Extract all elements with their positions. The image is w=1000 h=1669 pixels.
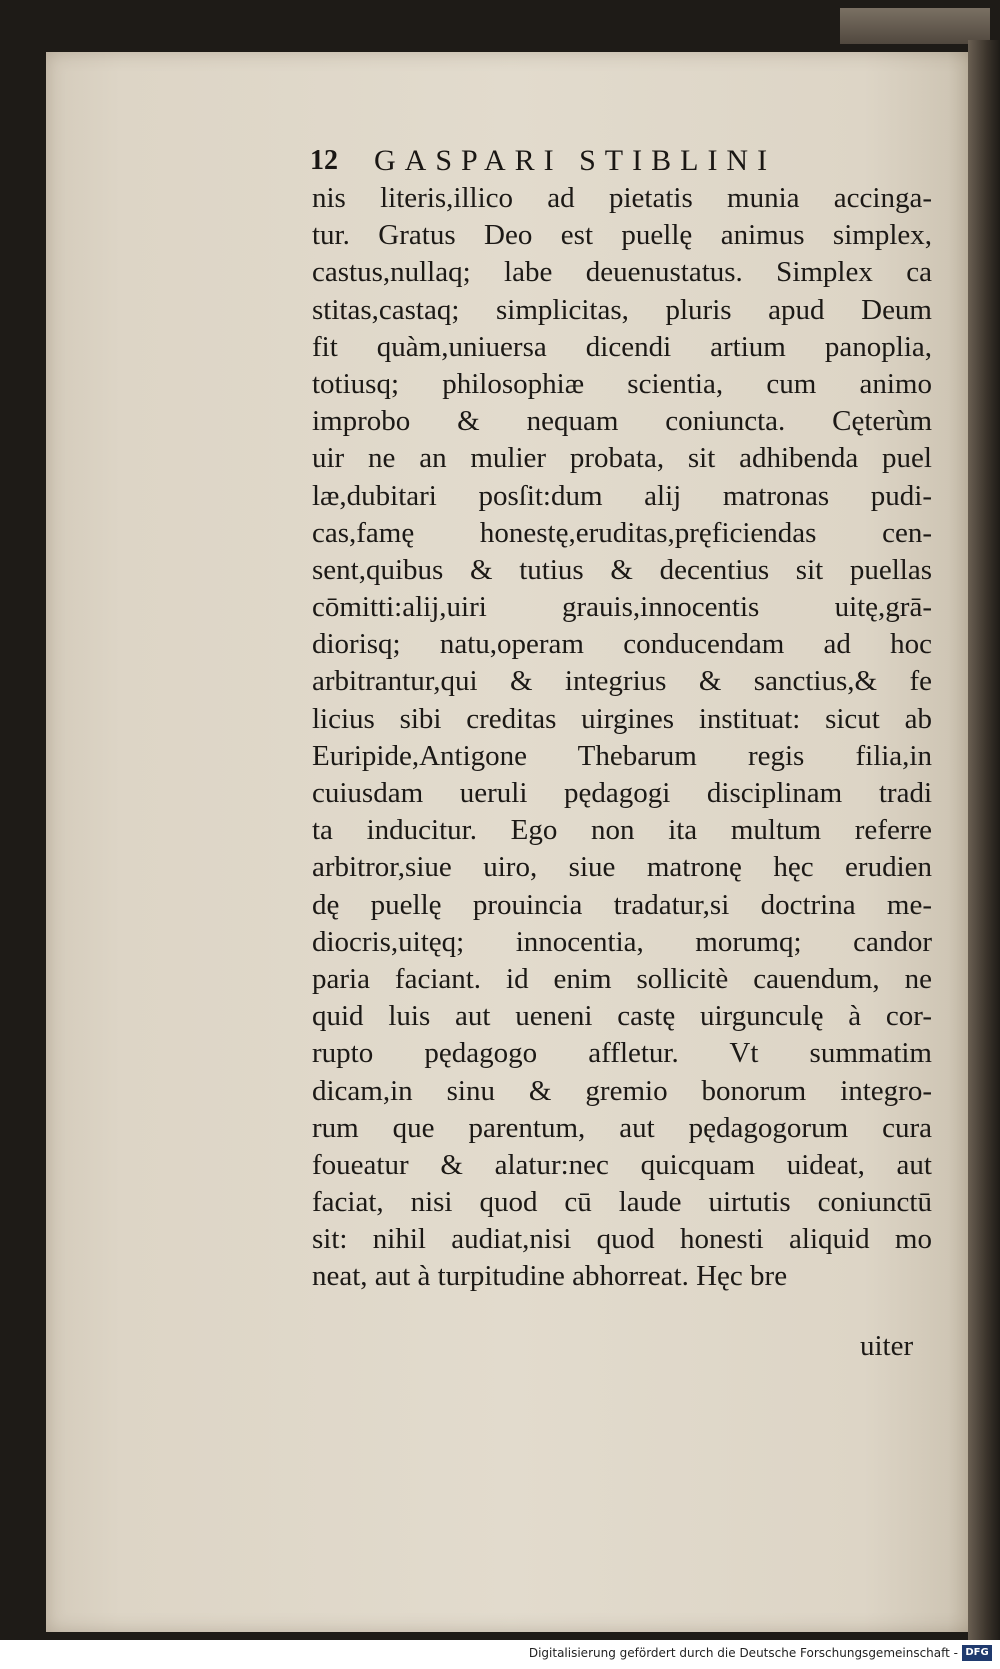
text-line: dę puellę prouincia tradatur,si doctrina me- [312,888,932,921]
text-line: rupto pędagogo affletur. Vt summatim [312,1037,932,1070]
text-line: sit: nihil audiat,nisi quod honesti aliquid mo [312,1223,932,1256]
text-line: rum que parentum, aut pędagogorum cura [312,1111,932,1144]
text-line: fit quàm,uniuersa dicendi artium panoplia, [312,330,932,363]
text-line: arbitrantur,qui & integrius & sanctius,& fe [312,665,932,698]
page-number: 12 [310,145,338,176]
text-line: Euripide,Antigone Thebarum regis filia,in [312,739,932,772]
text-line: cōmitti:alij,uiri grauis,innocentis uitę,grā- [312,591,932,624]
text-line: neat, aut à turpitudine abhorreat. Hęc bre [312,1260,788,1293]
footer-credit: Digitalisierung gefördert durch die Deutsche Forschungsgemeinschaft - [528,1646,958,1660]
text-line: dicam,in sinu & gremio bonorum integro- [312,1074,932,1107]
text-line: licius sibi creditas uirgines instituat: sicut ab [312,702,932,735]
text-line: stitas,castaq; simplicitas, pluris apud Deum [312,293,932,326]
body-text [312,180,932,1296]
text-line: diocris,uitęq; innocentia, morumq; candor [312,925,932,958]
text-line: quid luis aut ueneni castę uirgunculę à cor- [312,1000,932,1033]
text-line: cas,famę honestę,eruditas,pręficiendas cen- [312,516,932,549]
text-line: paria faciant. id enim sollicitè cauendum, ne [312,962,932,995]
footer-bar [0,1640,1000,1669]
text-line: totiusq; philosophiæ scientia, cum animo [312,367,932,400]
text-line: nis literis,illico ad pietatis munia accinga- [312,182,932,214]
text-line: sent,quibus & tutius & decentius sit puellas [312,553,932,586]
running-head: GASPARI STIBLINI [374,144,777,177]
text-line: ta inducitur. Ego non ita multum referre [312,814,932,847]
page-edge-shadow [968,40,1000,1640]
binding-tab [840,8,990,44]
catchword: uiter [860,1330,914,1362]
text-line: cuiusdam ueruli pędagogi disciplinam tradi [312,777,932,809]
text-line: tur. Gratus Deo est puellę animus simplex, [312,219,932,252]
text-line: foueatur & alatur:nec quicquam uideat, aut [312,1148,932,1181]
text-line: improbo & nequam coniuncta. Cęterùm [312,405,932,438]
dfg-logo: DFG [962,1645,992,1661]
text-line: diorisq; natu,operam conducendam ad hoc [312,628,932,661]
page-header [310,138,870,184]
text-line: læ,dubitari posſit:dum alij matronas pudi- [312,479,932,512]
text-line: faciat, nisi quod cū laude uirtutis coniunctū [312,1186,932,1219]
text-line: castus,nullaq; labe deuenustatus. Simplex ca [312,256,932,289]
text-line: arbitror,siue uiro, siue matronę hęc erudien [312,851,932,884]
text-line: uir ne an mulier probata, sit adhibenda puel [312,442,932,475]
